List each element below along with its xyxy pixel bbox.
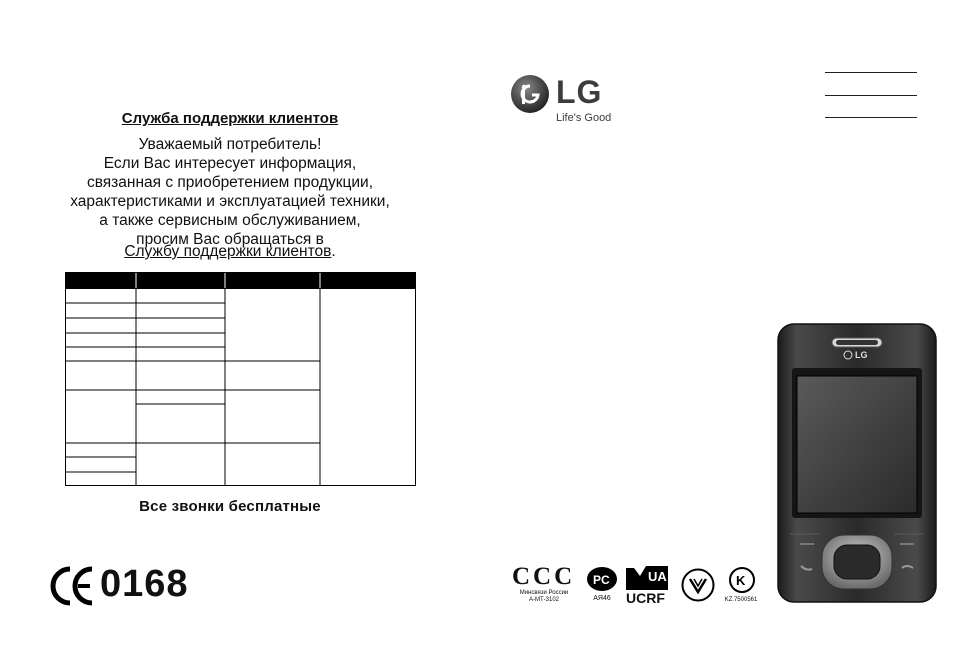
ucrf-label: UCRF <box>626 590 665 606</box>
message-line: связанная с приобретением продукции, <box>86 174 374 191</box>
support-link[interactable]: Службу поддержки клиентов <box>124 243 332 260</box>
svg-text:K: K <box>736 573 746 588</box>
message-line: просим Вас обращаться в <box>136 231 324 248</box>
pct-code: АЯ46 <box>593 595 611 602</box>
table-header <box>65 272 416 289</box>
minsvyaz-label: Минсвязи России <box>519 590 569 596</box>
ccc-mark: CCC <box>512 563 576 590</box>
phone-illustration <box>770 320 945 605</box>
contact-table <box>65 272 416 486</box>
rule-line <box>825 117 917 118</box>
support-link-line <box>40 243 420 261</box>
kz-code: KZ.7500561 <box>724 597 758 603</box>
phone-lg-icon <box>843 350 853 360</box>
rule-line <box>825 72 917 73</box>
lg-logo-icon <box>510 74 550 114</box>
conformity-mark-icon <box>681 568 715 602</box>
lg-wordmark: LG <box>556 74 603 110</box>
message-line: Если Вас интересует информация, <box>103 155 357 172</box>
message-line: Уважаемый потребитель! <box>138 136 322 153</box>
message-line: характеристиками и эксплуатацией техники, <box>70 193 390 210</box>
minsvyaz-code: А-МТ-3102 <box>528 597 559 603</box>
ce-notified-body-number: 0168 <box>100 563 189 605</box>
support-link-suffix: . <box>331 243 336 260</box>
contact-table-grid <box>65 272 416 486</box>
rule-line <box>825 95 917 96</box>
kz-mark-icon <box>727 566 757 594</box>
pct-mark-icon <box>586 566 618 592</box>
lg-tagline: Life's Good <box>556 112 612 124</box>
svg-text:PC: PC <box>593 573 610 587</box>
ua-label: UA <box>648 569 667 584</box>
support-title: Служба поддержки клиентов <box>121 110 339 127</box>
free-calls-note: Все звонки бесплатные <box>139 498 321 515</box>
message-line: а также сервисным обслуживанием, <box>99 212 361 229</box>
phone-brand <box>843 348 873 362</box>
ce-mark <box>50 565 190 607</box>
phone-logo-text: LG <box>855 350 868 360</box>
